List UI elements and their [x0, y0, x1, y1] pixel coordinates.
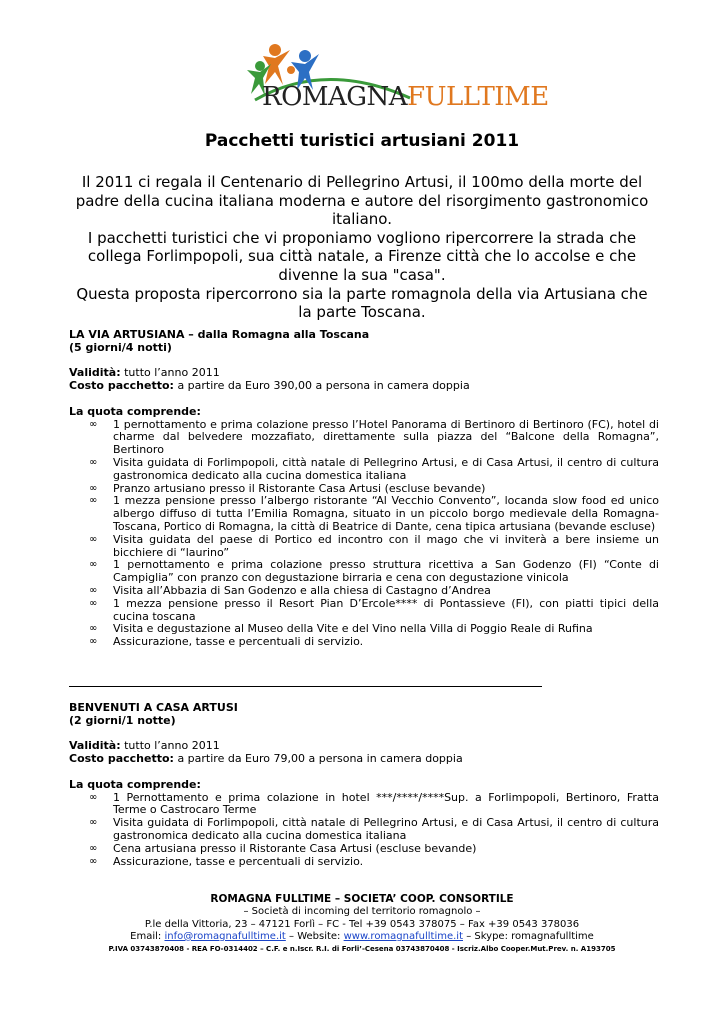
list-item: ∞ 1 pernottamento e prima colazione presso struttura ricettiva a San Godenzo (FI) “Conte di Campiglia” con pranzo con degustazione birraria e cena con degustazione vinicola: [89, 558, 659, 585]
package-via-artusiana: [69, 329, 659, 649]
infinity-bullet-icon: ∞: [89, 559, 98, 571]
infinity-bullet-icon: ∞: [89, 636, 98, 648]
logo-fulltime: FULLTIME: [407, 82, 549, 112]
intro-paragraph: Questa proposta ripercorrono sia la parte romagnola della via Artusiana che la parte Toscana.: [76, 284, 648, 322]
package-duration: (5 giorni/4 notti): [69, 340, 172, 354]
list-item: ∞ Assicurazione, tasse e percentuali di servizio.: [89, 635, 364, 649]
skype-text: – Skype: romagnafulltime: [466, 930, 594, 942]
includes-label: La quota comprende:: [69, 404, 201, 418]
package-benvenuti-casa-artusi: [69, 702, 659, 868]
includes-list: [69, 419, 659, 649]
validity-label: Validità:: [69, 366, 121, 380]
intro-paragraph: I pacchetti turistici che vi proponiamo vogliono ripercorrere la strada che collega Forlimpopoli, sua città natale, a Firenze città che lo accolse e che divenne la sua "casa".: [87, 228, 637, 284]
list-item: ∞ Visita all’Abbazia di San Godenzo e alla chiesa di Castagno d’Andrea: [89, 583, 491, 597]
package-title: BENVENUTI A CASA ARTUSI: [69, 701, 238, 714]
footer-company: ROMAGNA FULLTIME – SOCIETA’ COOP. CONSORTILE: [210, 893, 514, 905]
list-item: ∞ Visita e degustazione al Museo della Vite e del Vino nella Villa di Poggio Reale di Rufina: [89, 622, 593, 636]
list-item: ∞ Visita guidata del paese di Portico ed incontro con il mago che vi inviterà a bere insieme un bicchiere di “laurino”: [89, 532, 659, 559]
cost-line: [69, 753, 659, 766]
cost-value: a partire da Euro 390,00 a persona in camera doppia: [177, 379, 470, 393]
email-link[interactable]: info@romagnafulltime.it: [164, 930, 286, 942]
cost-label: Costo pacchetto:: [69, 752, 174, 766]
intro-text: [70, 173, 654, 322]
cost-line: [69, 380, 659, 393]
list-item: ∞ Visita guidata di Forlimpopoli, città natale di Pellegrino Artusi, e di Casa Artusi, il centro di cultura gastronomica dedicato alla cucina domestica italiana: [89, 455, 659, 482]
list-item: ∞ 1 mezza pensione presso il Resort Pian D’Ercole**** di Pontassieve (FI), con piatti tipici della cucina toscana: [89, 596, 659, 623]
infinity-bullet-icon: ∞: [89, 584, 98, 596]
validity-value: tutto l’anno 2011: [124, 739, 220, 753]
footer-tagline: – Società di incoming del territorio romagnolo –: [243, 906, 481, 918]
list-item: ∞ Pranzo artusiano presso il Ristorante Casa Artusi (escluse bevande): [89, 481, 486, 495]
includes-list: [69, 792, 659, 869]
page-footer: [0, 893, 724, 955]
logo-wordmark: [262, 82, 549, 112]
infinity-bullet-icon: ∞: [89, 842, 98, 854]
logo-romagna: ROMAGNA: [262, 82, 408, 112]
package-title: LA VIA ARTUSIANA – dalla Romagna alla Toscana: [69, 328, 370, 341]
includes-label: La quota comprende:: [69, 777, 201, 791]
website-link[interactable]: www.romagnafulltime.it: [343, 930, 463, 942]
email-label: Email:: [130, 930, 162, 942]
section-divider: [69, 686, 542, 687]
list-item: ∞ Visita guidata di Forlimpopoli, città natale di Pellegrino Artusi, e di Casa Artusi, il centro di cultura gastronomica dedicato alla cucina domestica italiana: [89, 816, 659, 842]
page-title: Pacchetti turistici artusiani 2011: [204, 131, 520, 151]
infinity-bullet-icon: ∞: [89, 533, 98, 545]
website-label: – Website:: [289, 930, 341, 942]
validity-value: tutto l’anno 2011: [124, 366, 220, 380]
list-item: ∞ 1 mezza pensione presso l’albergo ristorante “Al Vecchio Convento”, locanda slow food ed unico albergo diffuso di tutta l’Emilia Romagna, situato in un piccolo borgo medievale della Romagna-Toscana, Portico di Romagna, la città di Beatrice di Dante, cena tipica artusiana (bevande escluse): [89, 494, 659, 533]
infinity-bullet-icon: ∞: [89, 482, 98, 494]
infinity-bullet-icon: ∞: [89, 817, 98, 829]
list-item: ∞ 1 pernottamento e prima colazione presso l’Hotel Panorama di Bertinoro di Bertinoro (FC), hotel di charme dal belvedere mozzafiato, direttamente sulla piazza del “Balcone della Romagna”, Bertinoro: [89, 417, 659, 457]
intro-paragraph: Il 2011 ci regala il Centenario di Pellegrino Artusi, il 100mo della morte del padre della cucina italiana moderna e autore del risorgimento gastronomico italiano.: [75, 173, 649, 229]
footer-address: P.le della Vittoria, 23 – 47121 Forlì – FC - Tel +39 0543 378075 – Fax +39 0543 378036: [144, 918, 580, 930]
cost-value: a partire da Euro 79,00 a persona in camera doppia: [177, 752, 463, 766]
list-item: ∞ 1 Pernottamento e prima colazione in hotel ***/****/****Sup. a Forlimpopoli, Bertinoro, Fratta Terme o Castrocaro Terme: [89, 790, 659, 817]
infinity-bullet-icon: ∞: [89, 418, 98, 430]
footer-legal: P.IVA 03743870408 - REA FO-0314402 – C.F. e n.Iscr. R.I. di Forli’-Cesena 03743870408 - Iscriz.Albo Cooper.Mut.Prev. n. A193705: [108, 945, 616, 954]
infinity-bullet-icon: ∞: [89, 855, 98, 867]
infinity-bullet-icon: ∞: [89, 495, 98, 507]
list-item: ∞ Cena artusiana presso il Ristorante Casa Artusi (escluse bevande): [89, 841, 477, 855]
validity-label: Validità:: [69, 739, 121, 753]
footer-contacts: [0, 931, 724, 943]
cost-label: Costo pacchetto:: [69, 379, 174, 393]
infinity-bullet-icon: ∞: [89, 456, 98, 468]
infinity-bullet-icon: ∞: [89, 623, 98, 635]
package-duration: (2 giorni/1 notte): [69, 713, 176, 727]
list-item: ∞ Assicurazione, tasse e percentuali di servizio.: [89, 854, 364, 868]
infinity-bullet-icon: ∞: [89, 597, 98, 609]
infinity-bullet-icon: ∞: [89, 791, 98, 803]
